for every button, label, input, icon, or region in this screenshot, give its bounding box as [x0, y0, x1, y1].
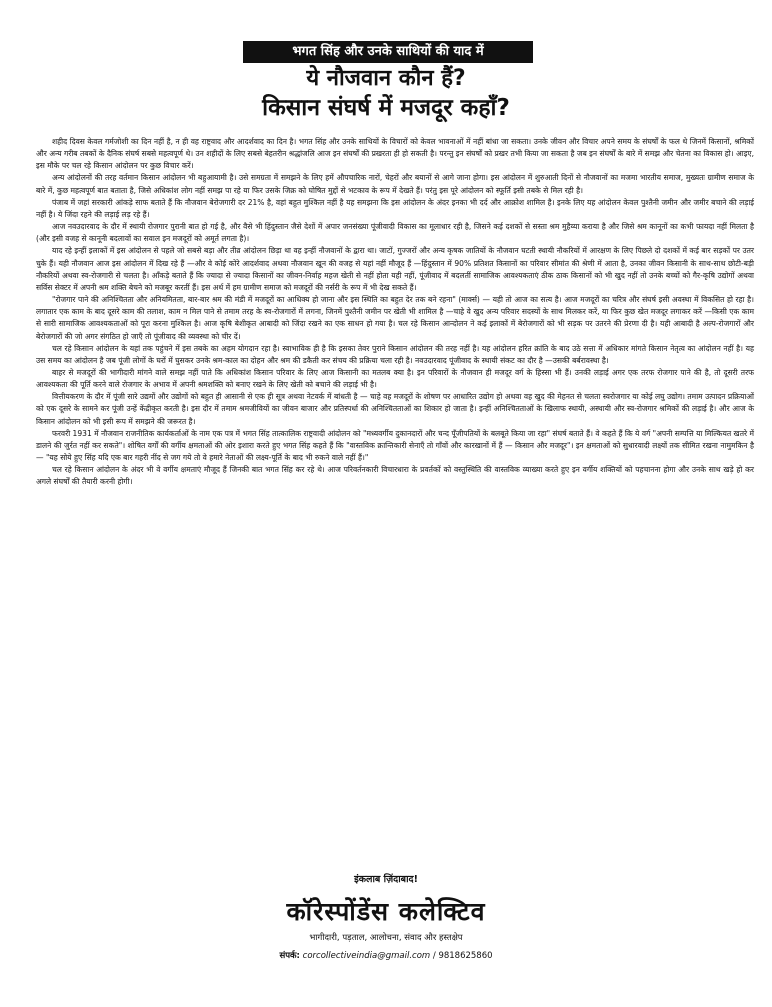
- article-paragraph: याद रहे इन्हीं इलाकों में इस आंदोलन से पहले जो सबसे बड़ा और तीव्र आंदोलन छिड़ा था वह इन्हीं नौजवानों के द्वारा था। जाटों, गुज्जरों और अन्य कृषक जातियों के नौजवान घटती स्थायी नौकरियों में आरक्षण के लिए पिछले दो दशकों में कई बार सड़कों पर उतर चुके हैं। यही नौजवान आज इस आंदोलन में दिख रहे हैं —और वे कोई कोरे आदर्शवाद अथवा नौजवान खून की वजह से यहां नहीं मौजूद हैं —हिंदुस्तान में 90% प्रतिशत किसानों का परिवार सीमांत की श्रेणी में आता है, उनका जीवन किसानी के साथ-साथ छोटी-बड़ी नौकरियों अथवा स्व-रोजगारी से चलता है। आँकड़े बताते हैं कि ज्यादा से ज्यादा किसानों का जीवन-निर्वाह महज खेती से नहीं होता यही नहीं, पूंजीवाद में बदलतीं सामाजिक आवश्यकताएं ठीक ठाक किसानों को भी खुद नहीं तो उनके बच्चों को गैर-कृषि उद्योगों अथवा सर्विस सेक्टर में अपनी श्रम शक्ति बेचने को मजबूर करतीं हैं। इस अर्थ में हम ग्रामीण समाज को मजदूरों की नर्सरी के रूप में भी देख सकते हैं।: [36, 246, 754, 292]
- article-paragraph: चल रहे किसान आंदोलन के यहां तक पहुंचने में इस तबके का अहम योगदान रहा है। स्वाभाविक ही है कि इसका तेवर पुराने किसान आंदोलन की तरह नहीं है। यह आंदोलन हरित क्रांति के बाद उठे सत्ता में अधिकार मांगते किसान नेतृत्व का आंदोलन नहीं है। यह उस समय का आंदोलन है जब पूंजी लोगों के घरों में घुसकर उनके श्रम-काल का दोहन और श्रम की डकैती कर संचय की प्रक्रिया चला रही है। नवउदारवाद पूंजीवाद के स्थायी संकट का दौर है —उसकी बर्बरावस्था है।: [36, 343, 754, 365]
- brand-tagline: भागीदारी, पड़ताल, आलोचना, संवाद और हस्तक्षेप: [309, 933, 463, 943]
- slogan: इंकलाब ज़िंदाबाद!: [354, 874, 418, 885]
- article-paragraph: चल रहे किसान आंदोलन के अंदर भी वे वर्गीय क्षमताएं मौजूद हैं जिनकी बात भगत सिंह कर रहे थे। आज परिवर्तनकारी विचारधारा के प्रवर्तकों को वस्तुस्थिति की वास्तविक व्याख्या करते हुए इन वर्गीय शक्तियों को पहचानना होगा और उनके साथ खड़े हो कर अगले संघर्षों की तैयारी करनी होगी।: [36, 465, 754, 487]
- article-paragraph: शहीद दिवस केवल गर्मजोशी का दिन नहीं है, न ही वह राष्ट्रवाद और आदर्शवाद का दिन है। भगत सिंह और उनके साथियों के विचारों को केवल भावनाओं में नहीं बांधा जा सकता। उनके जीवन और विचार अपने समय के संघर्षों के फल थे जिनमें किसानों, श्रमिकों और अन्य गरीब तबकों के दैनिक संघर्ष सबसे महत्वपूर्ण थे। उन शहीदों के लिए सबसे बेहतरीन श्रद्धांजलि आज इन संघर्षों की प्रखरता ही हो सकती है। परन्तु इन संघर्षों को प्रखर तभी किया जा सकता है जब इन संघर्षों के बारे में समझ और चेतना का विकास हो। आइए, इस मौके पर चल रहे किसान आंदोलन पर कुछ विचार करें।: [36, 137, 754, 171]
- contact-email[interactable]: corcollectiveindia@gmail.com: [302, 951, 431, 961]
- article-paragraph: वित्तीयकरण के दौर में पूंजी सारे उद्यमों और उद्योगों को बहुत ही आसानी से एक ही सूत्र अथवा नेटवर्क में बांधती है — चाहे वह मजदूरों के शोषण पर आधारित उद्योग हो अथवा वह खुद की मेहनत से चलता स्वरोजगार या कोई लघु उद्योग। तमाम उत्पादन प्रक्रियाओं को एक दूसरे के सामने कर पूंजी उन्हें केंद्रीकृत करती है। इस दौर में तमाम श्रमजीवियों का जीवन बाजार और प्रतिस्पर्धा की अनिश्चितताओं का शिकार हो जाता है। इन्हीं अनिश्चितताओं के खिलाफ स्थायी, अस्थायी और स्व-रोजगार श्रमिकों की लड़ाई है। और आज के किसान आंदोलन को भी इसी रूप में समझने की जरूरत है।: [36, 392, 754, 426]
- contact-phone[interactable]: 9818625860: [438, 951, 493, 961]
- contact-separator: /: [432, 951, 436, 961]
- article-body: [36, 136, 754, 489]
- article-paragraph: अन्य आंदोलनों की तरह वर्तमान किसान आंदोलन भी बहुआयामी है। उसे समग्रता में समझने के लिए हमें औपचारिक नारों, चेहरों और बयानों से आगे जाना होगा। इस आंदोलन में शुरुआती दिनों से नौजवानों का मजमा भारतीय समाज, मुख्यतः ग्रामीण समाज के बारे में, कुछ महत्वपूर्ण बात बताता है, जिसे अधिकांश लोग नहीं समझ पा रहे या फिर उसके जिक्र को घोषित मुद्दों से भटकाव के रूप में देखते हैं। परंतु इस पूरे आंदोलन को स्फूर्ति इसी तबके से मिल रही है।: [36, 173, 754, 195]
- headline-primary: ये नौजवान कौन हैं?: [306, 66, 466, 91]
- article-paragraph: फरवरी 1931 में नौजवान राजनीतिक कार्यकर्ताओं के नाम एक पत्र में भगत सिंह तात्कालिक राष्ट्रवादी आंदोलन को "मध्यवर्गीय दुकानदारों और चन्द पूँजीपतियों के बलबूते किया जा रहा" संघर्ष बताते हैं। वे कहते हैं कि ये वर्ग "अपनी सम्पत्ति या मिल्कियत खतरे में डालने की जुर्रत नहीं कर सकते"। शोषित वर्गों की वर्गीय क्षमताओं की ओर इशारा करते हुए भगत सिंह कहते हैं कि "वास्तविक क्रान्तिकारी सेनाएँ तो गाँवों और कारखानों में हैं — किसान और मजदूर"। इन क्षमताओं को सुधारवादी लक्ष्यों तक सीमित रखना नामुमकिन है — "यह सोये हुए सिंह यदि एक बार गहरी नींद से जग गये तो वे हमारे नेताओं की लक्ष्य-पूर्ति के बाद भी रुकने वाले नहीं हैं।": [36, 428, 754, 463]
- article-paragraph: आज नवउदारवाद के दौर में स्थायी रोजगार पुरानी बात हो गई है, और वैसे भी हिंदुस्तान जैसे देशों में अपार जनसंख्या पूंजीवादी विकास का मूलाधार रही है, जिसने कई दशकों से सस्ता श्रम मुहैय्या कराया है और जिसे श्रम कानूनों का कभी फायदा नहीं मिलता है (और इसी वजह से कानूनी बदलावों का सवाल इन मजदूरों को अमूर्त लगता है)।: [36, 222, 755, 244]
- contact-label: संपर्क:: [279, 951, 300, 961]
- headline-secondary: किसान संघर्ष में मजदूर कहाँ?: [262, 95, 510, 121]
- article-paragraph: "रोजगार पाने की अनिश्चितता और अनियमितता, बार-बार श्रम की मंडी में मजदूरों का आधिक्य हो जाना और इस स्थिति का बहुत देर तक बने रहना" (मार्क्स) — यही तो आज का सत्य है। आज मजदूरों का चरित्र और संघर्ष इसी अवस्था में विकसित हो रहा है। लगातार एक काम के बाद दूसरे काम की तलाश, काम न मिल पाने से तमाम तरह के स्व-रोजगारों में लगना, जिनमें पुश्तैनी जमीन पर खेती भी शामिल है —चाहे वे खुद अन्य परिवार सदस्यों के साथ मिलकर करें, या फिर कुछ खेत मजदूर लगाकर करें —किसी एक काम से सारी सामाजिक आवश्यकताओं को पूरा करना मुश्किल है। आज कृषि बेशीकृत आबादी को जिंदा रखने का एक साधन हो गया है। चल रहे किसान आन्दोलन ने कई इलाकों में बेरोजगारों को भी सड़क पर उतरने की प्रेरणा दी है। यही आबादी है अल्प-रोजगारों और बेरोजगारों की जो अगर संगठित हो जाएँ तो पूंजीवाद की व्यवस्था को चीर दें।: [36, 295, 754, 341]
- brand-name: कॉरेस्पोंडेंस कलेक्टिव: [286, 897, 486, 926]
- article-paragraph: बाहर से मजदूरों की भागीदारी मांगने वाले समझ नहीं पाते कि अधिकांश किसान परिवार के लिए आज किसानी का मतलब क्या है। इन परिवारों के नौजवान ही मजदूर वर्ग के हिस्सा भी हैं। उनकी लड़ाई अगर एक तरफ रोजगार पाने की है, तो दूसरी तरफ आवश्यकता की पूर्ति करने वाले रोजगार के अभाव में अपनी श्रमशक्ति को बनाए रखने के लिए खेती को बचाने की लड़ाई भी है।: [36, 367, 754, 390]
- article-paragraph: पंजाब में जहां सरकारी आंकड़े साफ बताते हैं कि नौजवान बेरोजगारी दर 21% है, वहां बहुत मुश्किल नहीं है यह समझना कि इस आंदोलन के अंदर इनका भी दर्द और आक्रोश शामिल है। इनके लिए यह आंदोलन केवल पुश्तैनी जमीन और जमीर बचाने की लड़ाई नहीं है। ये जिंदा रहने की लड़ाई लड़ रहे हैं।: [36, 197, 754, 219]
- contact-line: [0, 950, 772, 961]
- header-banner: भगत सिंह और उनके साथियों की याद में: [243, 41, 533, 63]
